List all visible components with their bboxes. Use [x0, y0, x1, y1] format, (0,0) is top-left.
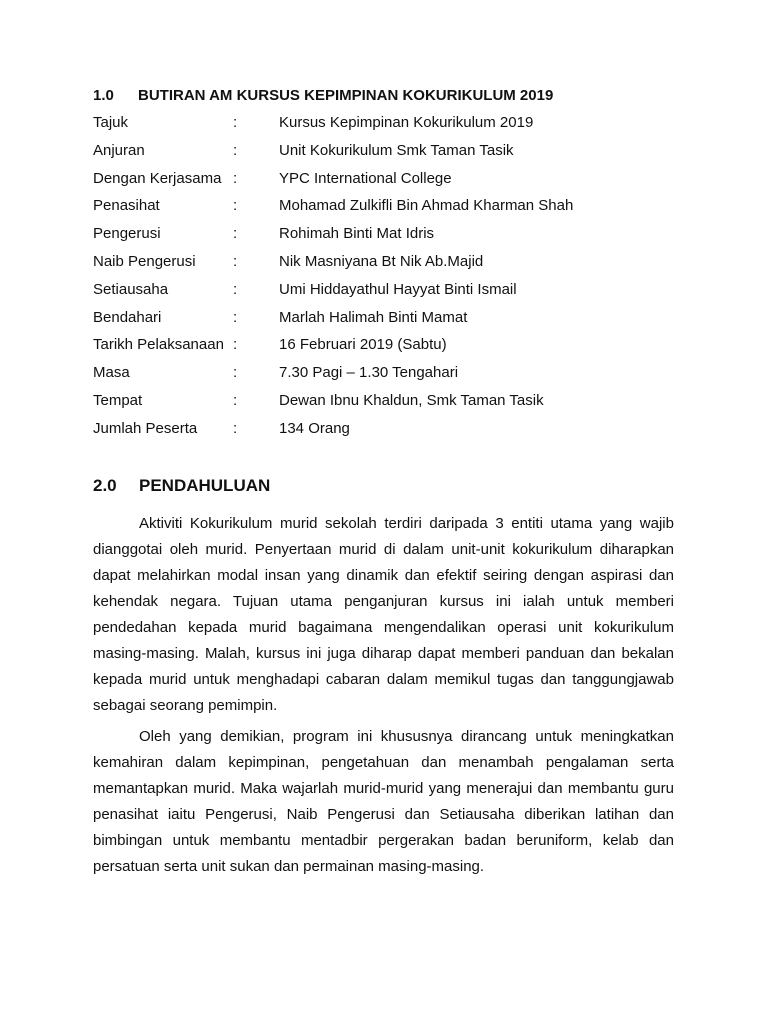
detail-colon: : — [233, 252, 238, 270]
course-details-table — [93, 114, 693, 448]
detail-row-jumlah-peserta — [93, 420, 693, 448]
section-2-heading — [93, 476, 270, 496]
detail-label: Pengerusi — [93, 225, 161, 243]
section-1-title: BUTIRAN AM KURSUS KEPIMPINAN KOKURIKULUM 2019 — [138, 87, 554, 104]
detail-value: Marlah Halimah Binti Mamat — [279, 308, 468, 326]
detail-colon: : — [233, 114, 238, 131]
paragraph: Aktiviti Kokurikulum murid sekolah terdiri daripada 3 entiti utama yang wajib dianggotai oleh murid. Penyertaan murid di dalam unit-unit kokurikulum diharapkan dapat melahirkan modal insan yang dinamik dan efektif seiring dengan aspirasi dan kehendak negara. Tujuan utama penganjuran kursus ini ialah untuk memberi pendedahan kepada murid bagaimana mengendalikan operasi unit kokurikulum masing-masing. Malah, kursus ini juga diharap dapat memberi panduan dan bekalan kepada murid untuk menghadapi cabaran dalam memikul tugas dan tanggungjawab sebagai seorang pemimpin. — [93, 515, 674, 714]
detail-value: Dewan Ibnu Khaldun, Smk Taman Tasik — [279, 391, 544, 409]
detail-label: Bendahari — [93, 308, 162, 326]
detail-colon: : — [233, 336, 238, 354]
detail-row-setiausaha — [93, 281, 693, 309]
detail-colon: : — [233, 280, 238, 298]
section-1-number: 1.0 — [93, 87, 114, 104]
detail-value: 7.30 Pagi – 1.30 Tengahari — [279, 364, 459, 382]
detail-colon: : — [233, 169, 238, 187]
detail-row-masa — [93, 364, 693, 392]
detail-row-dengan-kerjasama — [93, 170, 693, 198]
detail-label: Masa — [93, 364, 130, 382]
detail-value: Rohimah Binti Mat Idris — [279, 225, 435, 243]
detail-colon: : — [233, 225, 238, 243]
detail-row-naib-pengerusi — [93, 253, 693, 281]
detail-value: YPC International College — [279, 169, 452, 187]
detail-row-tajuk — [93, 114, 693, 142]
detail-row-bendahari — [93, 309, 693, 337]
detail-colon: : — [233, 419, 238, 437]
detail-label: Tempat — [93, 391, 143, 409]
detail-row-anjuran — [93, 142, 693, 170]
detail-value: 134 Orang — [279, 419, 350, 437]
paragraph: Oleh yang demikian, program ini khususnya dirancang untuk meningkatkan kemahiran dalam kepimpinan, pengetahuan dan menambah pengalaman serta memantapkan murid. Maka wajarlah murid-murid yang menerajui dan membantu guru penasihat iaitu Pengerusi, Naib Pengerusi dan Setiausaha diberikan latihan dan bimbingan untuk membantu mentadbir pergerakan badan beruniform, kelab dan persatuan serta unit sukan dan permainan masing-masing. — [93, 728, 674, 875]
detail-value: Kursus Kepimpinan Kokurikulum 2019 — [279, 114, 534, 131]
detail-value: Umi Hiddayathul Hayyat Binti Ismail — [279, 280, 517, 298]
detail-row-tarikh-pelaksanaan — [93, 336, 693, 364]
section-2-number: 2.0 — [93, 476, 117, 495]
detail-value: Mohamad Zulkifli Bin Ahmad Kharman Shah — [279, 197, 574, 215]
detail-value: 16 Februari 2019 (Sabtu) — [279, 336, 447, 354]
detail-colon: : — [233, 308, 238, 326]
detail-colon: : — [233, 364, 238, 382]
detail-label: Anjuran — [93, 141, 145, 159]
detail-label: Naib Pengerusi — [93, 252, 196, 270]
detail-row-pengerusi — [93, 225, 693, 253]
detail-value: Unit Kokurikulum Smk Taman Tasik — [279, 141, 514, 159]
section-2-title: PENDAHULUAN — [139, 476, 271, 495]
detail-value: Nik Masniyana Bt Nik Ab.Majid — [279, 252, 484, 270]
detail-colon: : — [233, 141, 238, 159]
detail-row-tempat — [93, 392, 693, 420]
detail-row-penasihat — [93, 197, 693, 225]
detail-label: Tajuk — [93, 114, 129, 131]
detail-label: Penasihat — [93, 197, 160, 215]
detail-label: Tarikh Pelaksanaan — [93, 336, 224, 354]
detail-label: Setiausaha — [93, 280, 169, 298]
detail-label: Jumlah Peserta — [93, 419, 198, 437]
detail-colon: : — [233, 197, 238, 215]
detail-colon: : — [233, 391, 238, 409]
detail-label: Dengan Kerjasama — [93, 169, 222, 187]
section-1-heading — [93, 87, 553, 104]
